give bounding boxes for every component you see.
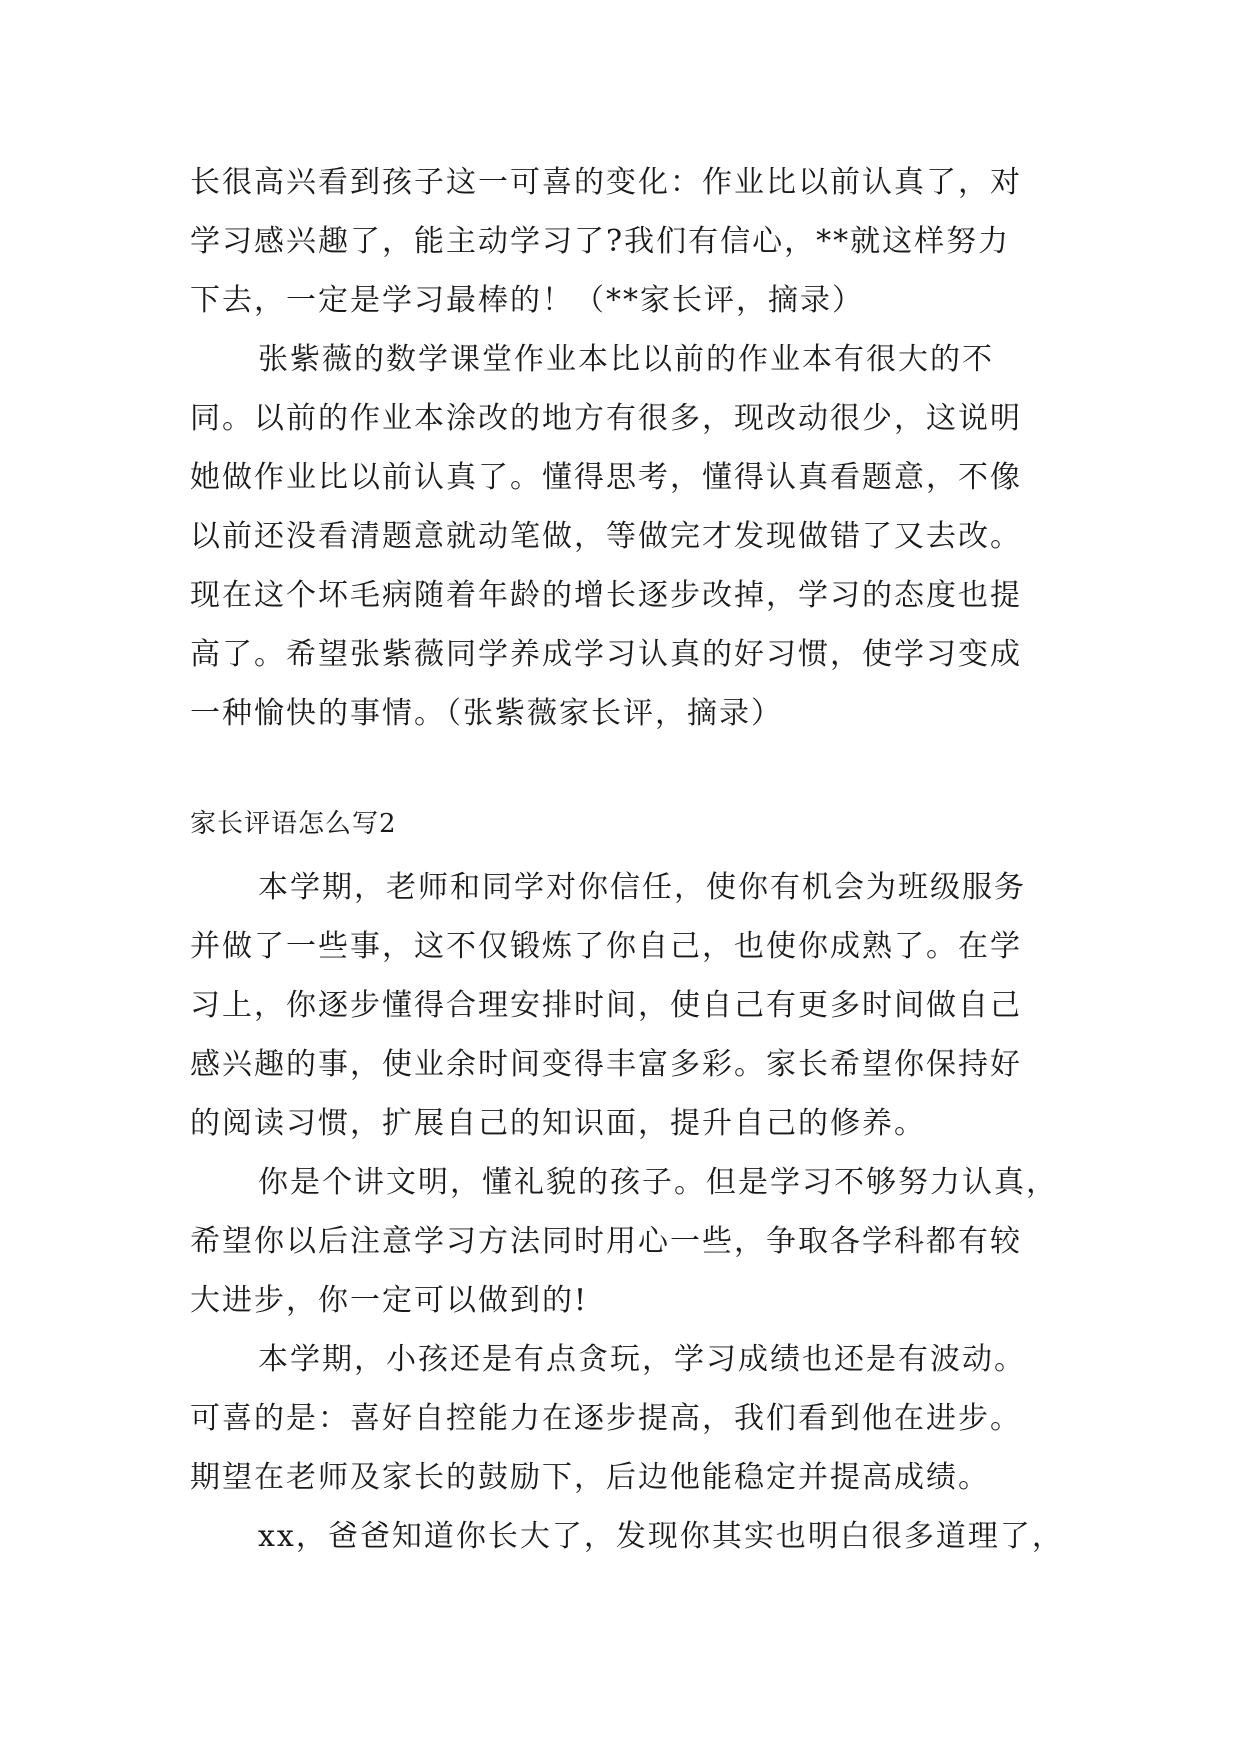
- text-line: 一种愉快的事情。（张紫薇家长评，摘录）: [190, 696, 783, 731]
- text-line: 并做了一些事，这不仅锻炼了你自己，也使你成熟了。在学: [190, 929, 1022, 964]
- text-line: 期望在老师及家长的鼓励下，后边他能稳定并提高成绩。: [190, 1460, 990, 1495]
- text-line: 希望你以后注意学习方法同时用心一些，争取各学科都有较: [190, 1224, 1022, 1259]
- text-line: 的阅读习惯，扩展自己的知识面，提升自己的修养。: [190, 1106, 926, 1141]
- text-line: 她做作业比以前认真了。懂得思考，懂得认真看题意，不像: [190, 460, 1022, 495]
- text-line: 以前还没看清题意就动笔做，等做完才发现做错了又去改。: [190, 519, 1022, 554]
- text-line: 下去，一定是学习最棒的！（**家长评，摘录）: [190, 283, 864, 318]
- text-line: 同。以前的作业本涂改的地方有很多，现改动很少，这说明: [190, 401, 1022, 436]
- text-line: 本学期，小孩还是有点贪玩，学习成绩也还是有波动。: [258, 1342, 1026, 1377]
- text-line: 长很高兴看到孩子这一可喜的变化：作业比以前认真了，对: [190, 165, 1022, 200]
- text-line: 感兴趣的事，使业余时间变得丰富多彩。家长希望你保持好: [190, 1047, 1022, 1082]
- text-line: 张紫薇的数学课堂作业本比以前的作业本有很大的不: [258, 342, 994, 377]
- text-line: 大进步，你一定可以做到的!: [190, 1283, 589, 1318]
- text-line: 学习感兴趣了，能主动学习了?我们有信心，**就这样努力: [190, 224, 1011, 259]
- text-line: 本学期，老师和同学对你信任，使你有机会为班级服务: [258, 870, 1026, 905]
- text-line: 可喜的是：喜好自控能力在逐步提高，我们看到他在进步。: [190, 1401, 1022, 1436]
- text-line: 习上，你逐步懂得合理安排时间，使自己有更多时间做自己: [190, 988, 1022, 1023]
- text-line: xx，爸爸知道你长大了，发现你其实也明白很多道理了，: [258, 1519, 1064, 1554]
- text-line: 你是个讲文明，懂礼貌的孩子。但是学习不够努力认真，: [258, 1165, 1058, 1200]
- text-line: 现在这个坏毛病随着年龄的增长逐步改掉，学习的态度也提: [190, 578, 1022, 613]
- section-heading: 家长评语怎么写2: [190, 809, 397, 839]
- text-line: 高了。希望张紫薇同学养成学习认真的好习惯，使学习变成: [190, 637, 1022, 672]
